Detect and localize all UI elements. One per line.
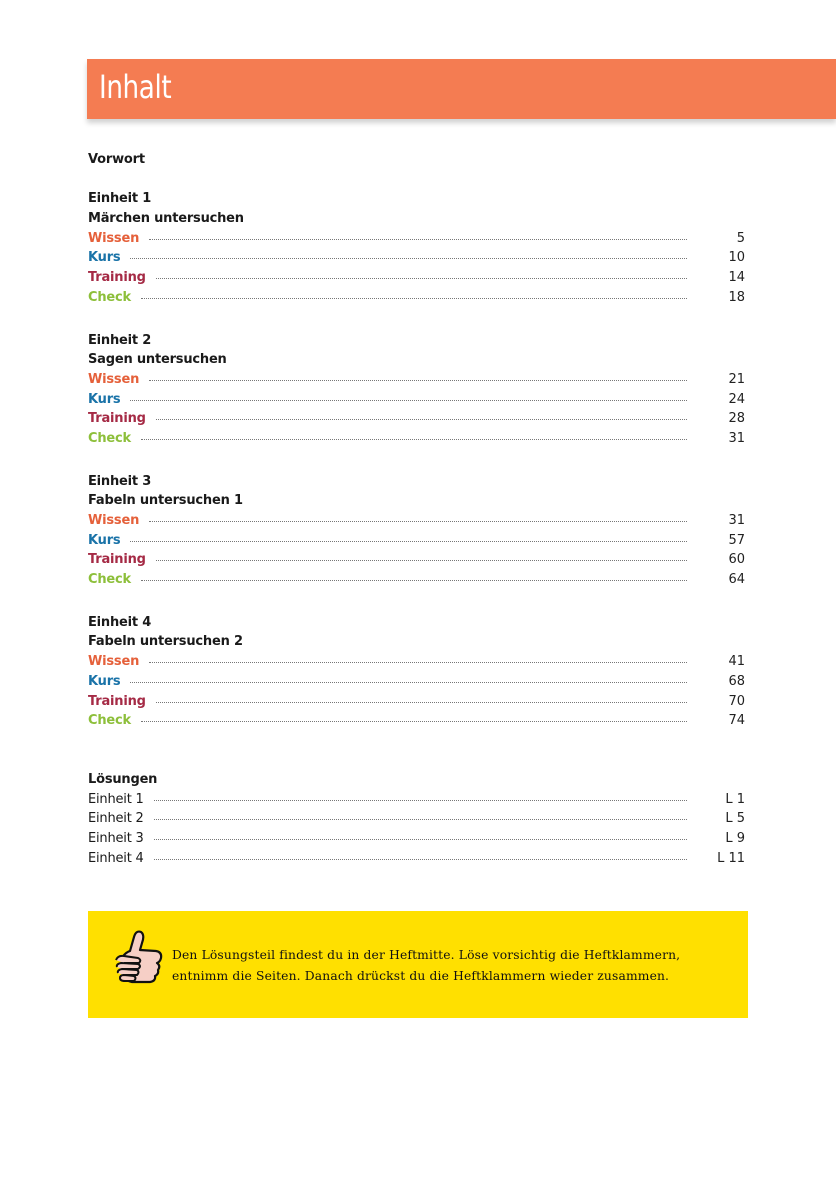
- toc-entry-training[interactable]: Training 14: [88, 268, 748, 288]
- toc-unit-1: [88, 189, 748, 307]
- toc-solution-entry[interactable]: Einheit 1 L 1: [88, 790, 748, 810]
- unit-number: Einheit 3: [88, 473, 152, 489]
- page-number: 60: [728, 552, 745, 568]
- page-number: L 9: [725, 830, 745, 846]
- leader-dots: [156, 278, 687, 279]
- unit-title: Märchen untersuchen: [88, 211, 244, 227]
- toc-entry-kurs[interactable]: Kurs 57: [88, 531, 748, 551]
- leader-dots: [130, 400, 687, 401]
- unit-title: Sagen untersuchen: [88, 352, 227, 368]
- leader-dots: [154, 800, 687, 801]
- page-title: Inhalt: [99, 68, 172, 106]
- toc-preface[interactable]: Vorwort: [88, 152, 145, 167]
- info-callout: [88, 911, 748, 1018]
- leader-dots: [130, 258, 687, 259]
- toc-solution-entry[interactable]: Einheit 4 L 11: [88, 849, 748, 869]
- page-number: 5: [736, 230, 745, 246]
- unit-number: Einheit 2: [88, 332, 152, 348]
- leader-dots: [149, 662, 687, 663]
- toc-solutions: [88, 770, 748, 868]
- leader-dots: [130, 541, 687, 542]
- page-number: 41: [728, 654, 745, 670]
- toc-solution-entry[interactable]: Einheit 2 L 5: [88, 809, 748, 829]
- leader-dots: [141, 580, 687, 581]
- page-number: 68: [728, 673, 745, 689]
- thumbs-up-icon: [112, 927, 164, 985]
- toc-entry-training[interactable]: Training 60: [88, 550, 748, 570]
- table-of-contents: [88, 150, 748, 868]
- leader-dots: [156, 419, 687, 420]
- page-number: 14: [728, 270, 745, 286]
- callout-text: Den Lösungsteil findest du in der Heftmitte. Löse vorsichtig die Heftklammern, entnimm die Seiten. Danach drückst du die Heftklammern wieder zusammen.: [172, 948, 681, 983]
- toc-entry-kurs[interactable]: Kurs 10: [88, 248, 748, 268]
- page-number: 10: [728, 250, 745, 266]
- page-number: 21: [728, 371, 745, 387]
- leader-dots: [149, 380, 687, 381]
- leader-dots: [156, 560, 687, 561]
- leader-dots: [141, 439, 687, 440]
- toc-entry-training[interactable]: Training 28: [88, 409, 748, 429]
- leader-dots: [154, 819, 687, 820]
- leader-dots: [149, 521, 687, 522]
- page-number: 31: [728, 430, 745, 446]
- leader-dots: [141, 721, 687, 722]
- leader-dots: [141, 298, 687, 299]
- toc-entry-wissen[interactable]: Wissen 31: [88, 511, 748, 531]
- toc-entry-wissen[interactable]: Wissen 5: [88, 229, 748, 249]
- toc-entry-training[interactable]: Training 70: [88, 692, 748, 712]
- toc-entry-kurs[interactable]: Kurs 24: [88, 390, 748, 410]
- toc-solution-entry[interactable]: Einheit 3 L 9: [88, 829, 748, 849]
- header-banner: [87, 59, 836, 119]
- leader-dots: [154, 859, 687, 860]
- toc-entry-check[interactable]: Check 74: [88, 711, 748, 731]
- page-number: 28: [728, 411, 745, 427]
- leader-dots: [130, 682, 687, 683]
- page-number: 64: [728, 572, 745, 588]
- page-number: 31: [728, 513, 745, 528]
- toc-entry-check[interactable]: Check 64: [88, 570, 748, 590]
- page-number: 57: [728, 532, 745, 548]
- toc-unit-2: [88, 331, 748, 449]
- page-number: 18: [728, 289, 745, 305]
- page-number: 74: [728, 713, 745, 729]
- page-number: L 1: [725, 791, 745, 807]
- toc-entry-wissen[interactable]: Wissen 21: [88, 370, 748, 390]
- page-number: 24: [728, 391, 745, 407]
- solutions-title: Lösungen: [88, 771, 158, 787]
- toc-entry-check[interactable]: Check 18: [88, 288, 748, 308]
- page-number: L 11: [717, 850, 745, 866]
- leader-dots: [154, 839, 687, 840]
- unit-number: Einheit 4: [88, 614, 152, 630]
- toc-entry-check[interactable]: Check 31: [88, 429, 748, 449]
- unit-number: Einheit 1: [88, 191, 152, 207]
- toc-unit-3: [88, 472, 748, 590]
- toc-entry-wissen[interactable]: Wissen 41: [88, 652, 748, 672]
- toc-entry-kurs[interactable]: Kurs 68: [88, 672, 748, 692]
- page-number: L 5: [725, 811, 745, 827]
- unit-title: Fabeln untersuchen 1: [88, 493, 243, 509]
- toc-unit-4: [88, 613, 748, 731]
- page-number: 70: [728, 693, 745, 709]
- leader-dots: [149, 239, 687, 240]
- leader-dots: [156, 702, 687, 703]
- unit-title: Fabeln untersuchen 2: [88, 634, 243, 650]
